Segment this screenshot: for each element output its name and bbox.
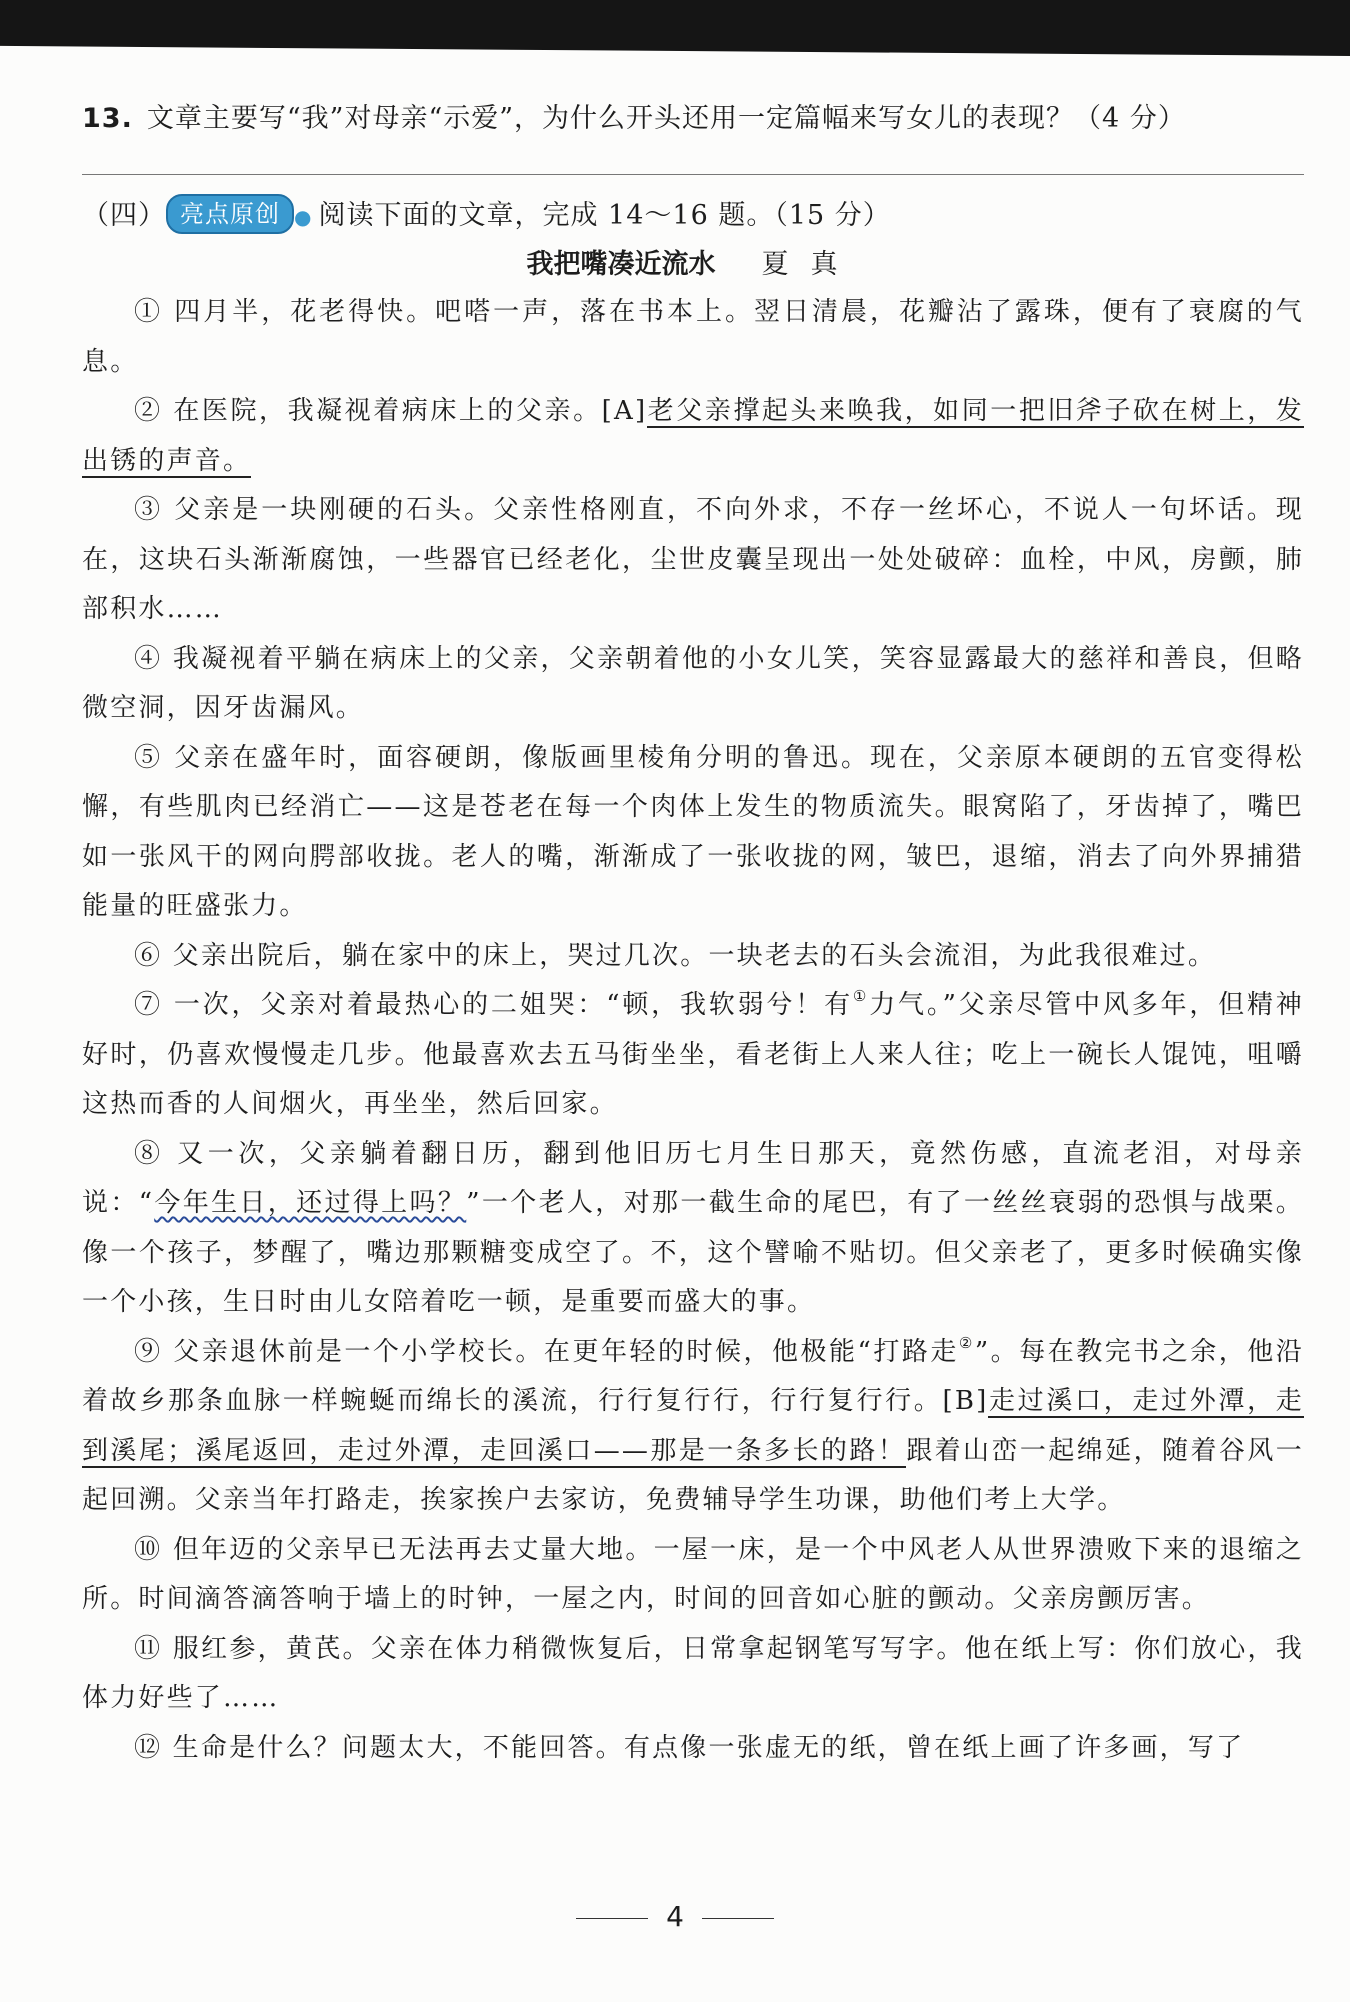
highlight-badge: 亮点原创 (166, 194, 294, 234)
paragraph-8-rest: ”一个老人，对那一截生命的尾巴，有了一丝丝衰弱的恐惧与战栗。像一个孩子，梦醒了，嘴边那颗糖变成空了。不，这个譬喻不贴切。但父亲老了，更多时候确实像一个小孩，生日时由儿女陪着吃一顿，是重要而盛大的事。 (82, 1188, 1304, 1317)
section-instruction: 阅读下面的文章，完成 14～16 题。（15 分） (318, 200, 891, 231)
paragraph-10: ⑩ 但年迈的父亲早已无法再去丈量大地。一屋一床，是一个中风老人从世界溃败下来的退缩之所。时间滴答滴答响于墙上的时钟，一屋之内，时间的回音如心脏的颤动。父亲房颤厉害。 (82, 1534, 1304, 1614)
section-heading (82, 193, 1304, 240)
page-content (82, 96, 1304, 1773)
answer-line (82, 174, 1304, 175)
footnote-marker-1: ① (852, 987, 870, 1005)
paragraph-9-mid: ”。每在教完书之余，他沿着故乡那条血脉一样蜿蜒而绵长的溪流，行行复行行，行行复行行。[B] (82, 1336, 1304, 1416)
paragraph-7-lead: ⑦ 一次，父亲对着最热心的二姐哭：“顿，我软弱兮！有 (134, 990, 853, 1020)
page-number-rule-right (702, 1918, 774, 1919)
paragraph-12: ⑫ 生命是什么？问题太大，不能回答。有点像一张虚无的纸，曾在纸上画了许多画，写了 (134, 1732, 1245, 1763)
question-13 (82, 96, 1304, 142)
article-title: 我把嘴凑近流水 (526, 249, 716, 280)
paragraph-5: ⑤ 父亲在盛年时，面容硬朗，像版画里棱角分明的鲁迅。现在，父亲原本硬朗的五官变得松懈，有些肌肉已经消亡——这是苍老在每一个肉体上发生的物质流失。眼窝陷了，牙齿掉了，嘴巴如一张风干的网向腭部收拢。老人的嘴，渐渐成了一张收拢的网，皱巴，退缩，消去了向外界捕猎能量的旺盛张力。 (82, 742, 1304, 921)
paragraph-2-lead: ② 在医院，我凝视着病床上的父亲。[A] (134, 396, 648, 426)
paragraph-4: ④ 我凝视着平躺在病床上的父亲，父亲朝着他的小女儿笑，笑容显露最大的慈祥和善良，但略微空洞，因牙齿漏风。 (82, 643, 1304, 723)
article-author: 夏真 (761, 249, 860, 280)
paragraph-8-lead: ⑧ 又一次，父亲躺着翻日历，翻到他旧历七月生日那天，竟然伤感，直流老泪，对母亲说：“ (82, 1138, 1304, 1218)
paragraph-2 (82, 387, 1304, 486)
section-label: （四） (82, 200, 166, 231)
paragraph-6: ⑥ 父亲出院后，躺在家中的床上，哭过几次。一块老去的石头会流泪，为此我很难过。 (134, 940, 1217, 971)
paragraph-3: ③ 父亲是一块刚硬的石头。父亲性格刚直，不向外求，不存一丝坏心，不说人一句坏话。现在，这块石头渐渐腐蚀，一些器官已经老化，尘世皮囊呈现出一处处破碎：血栓，中风，房颤，肺部积水…… (82, 495, 1304, 624)
page-number-rule-left (576, 1918, 648, 1919)
paragraph-9-lead: ⑨ 父亲退休前是一个小学校长。在更年轻的时候，他极能“打路走 (134, 1336, 959, 1367)
underlined-sentence-a: 老父亲撑起头来唤我，如同一把旧斧子砍在树上，发出锈的声音。 (82, 396, 1304, 476)
article-title-row (82, 242, 1304, 288)
underlined-sentence-b: 走过溪口，走过外潭，走到溪尾；溪尾返回，走过外潭，走回溪口——那是一条多长的路！ (82, 1386, 1304, 1466)
page-number-row (0, 1900, 1350, 1933)
paragraph-9 (82, 1328, 1304, 1526)
paragraph-1: ① 四月半，花老得快。吧嗒一声，落在书本上。翌日清晨，花瓣沾了露珠，便有了衰腐的气息。 (82, 297, 1304, 377)
paragraph-8 (82, 1130, 1304, 1328)
footnote-marker-2: ② (958, 1333, 975, 1352)
badge-dot-icon: ● (294, 205, 313, 229)
paragraph-7 (82, 981, 1304, 1130)
question-text: 文章主要写“我”对母亲“示爱”，为什么开头还用一定篇幅来写女儿的表现？（4 分） (146, 103, 1186, 134)
paragraph-7-rest: 力气。”父亲尽管中风多年，但精神好时，仍喜欢慢慢走几步。他最喜欢去五马街坐坐，看老街上人来人往；吃上一碗长人馄饨，咀嚼这热而香的人间烟火，再坐坐，然后回家。 (82, 990, 1304, 1119)
scan-top-edge (0, 0, 1350, 56)
paragraph-11: ⑪ 服红参，黄芪。父亲在体力稍微恢复后，日常拿起钢笔写写字。他在纸上写：你们放心，我体力好些了…… (82, 1633, 1304, 1713)
question-number: 13. (82, 103, 133, 134)
paragraph-9-rest: 跟着山峦一起绵延，随着谷风一起回溯。父亲当年打路走，挨家挨户去家访，免费辅导学生功课，助他们考上大学。 (82, 1435, 1304, 1515)
wavy-underlined-quote: 今年生日，还过得上吗？ (154, 1188, 467, 1218)
page-number: 4 (666, 1900, 684, 1933)
